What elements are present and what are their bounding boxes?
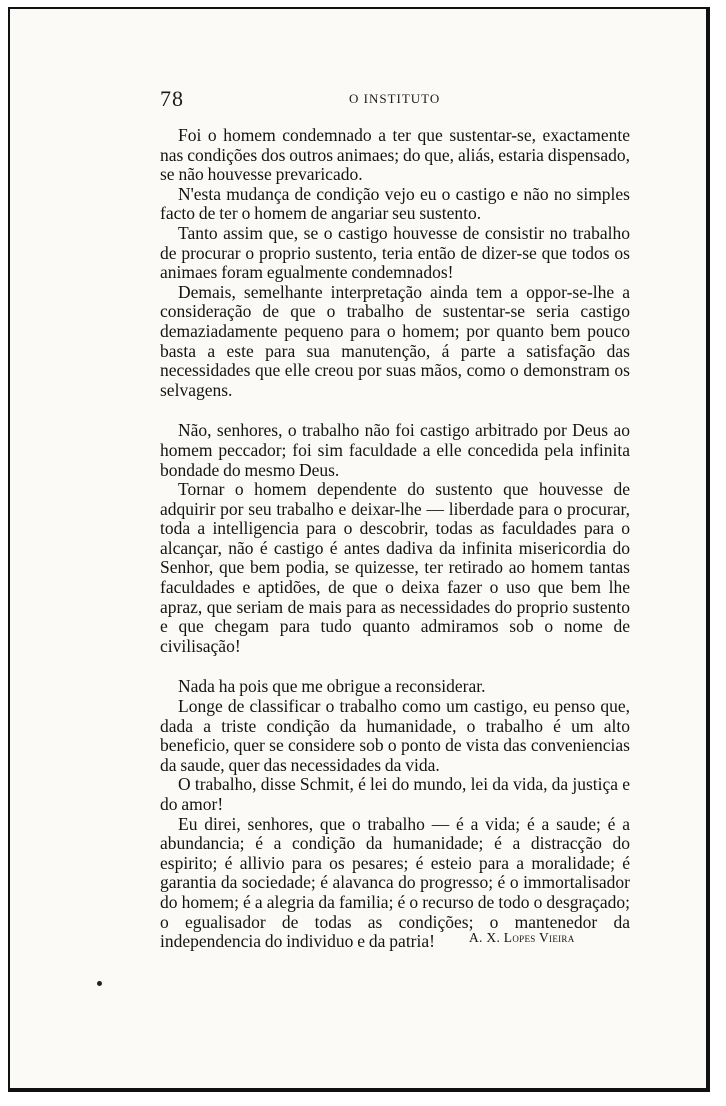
page-number: 78 [160,86,184,111]
paragraph: Não, senhores, o trabalho não foi castigo arbitrado por Deus ao homem peccador; foi sim faculdade a elle concedida pela infinita bondade do mesmo Deus. [160,420,630,480]
paragraph: O trabalho, disse Schmit, é lei do mundo, lei da vida, da justiça e do amor! [160,774,630,814]
paragraph: Tanto assim que, se o castigo houvesse de consistir no trabalho de procurar o proprio sustento, teria então de dizer-se que todos os animaes foram egualmente condemnados! [160,222,630,283]
author-signature: A. X. Lopes Vieira [469,930,575,945]
paragraph: N'esta mudança de condição vejo eu o castigo e não no simples facto de ter o homem de angariar seu sustento. [160,183,630,224]
body-text [160,126,630,952]
running-title: O INSTITUTO [349,91,441,106]
paragraph: Longe de classificar o trabalho como um castigo, eu penso que, dada a triste condição da humanidade, o trabalho é um alto beneficio, quer se considere sob o ponto de vista das conveniencias da saude, quer das necessidades da vida. [160,696,630,775]
paragraph: Demais, semelhante interpretação ainda tem a oppor-se-lhe a consideração de que o trabalho de sustentar-se seria castigo demaziadamente pequeno para o homem; por quanto bem pouco basta a este para sua manutenção, á parte a satisfação das necessidades que elle creou por suas mãos, como o demonstram os selvagens. [160,281,630,400]
section-gap [160,400,630,421]
paragraph: Tornar o homem dependente do sustento que houvesse de adquirir por seu trabalho e deixar-lhe — liberdade para o procurar, toda a intelligencia para o descobrir, todas as faculdades para o alcançar, não é castigo é antes dadiva da infinita misericordia do Senhor, que bem podia, se quizesse, ter retirado ao homem tantas faculdades e aptidões, de que o deixa fazer o uso que bem lhe apraz, que seriam de mais para as necessidades do proprio sustento e que chegam para tudo quanto admiramos sob o nome de civilisação! [160,479,630,656]
page-header [160,86,630,110]
ink-speck [97,981,102,986]
paragraph: Eu direi, senhores, que o trabalho — é a vida; é a saude; é a abundancia; é a condição da humanidade; é a distracção do espirito; é allivio para os pesares; é esteio para a moralidade; é garantia da sociedade; é alavanca do progresso; é o immortalisador do homem; é a alegria da familia; é o recurso de todo o desgraçado; o egualisador de todas as condições; o mantenedor da independencia do individuo e da patria! [160,813,630,952]
section-gap [160,656,630,677]
paragraph: Nada ha pois que me obrigue a reconsiderar. [178,676,486,697]
paragraph: Foi o homem condemnado a ter que sustentar-se, exactamente nas condições dos outros animaes; do que, aliás, estaria dispensado, se não houvesse prevaricado. [160,125,630,185]
